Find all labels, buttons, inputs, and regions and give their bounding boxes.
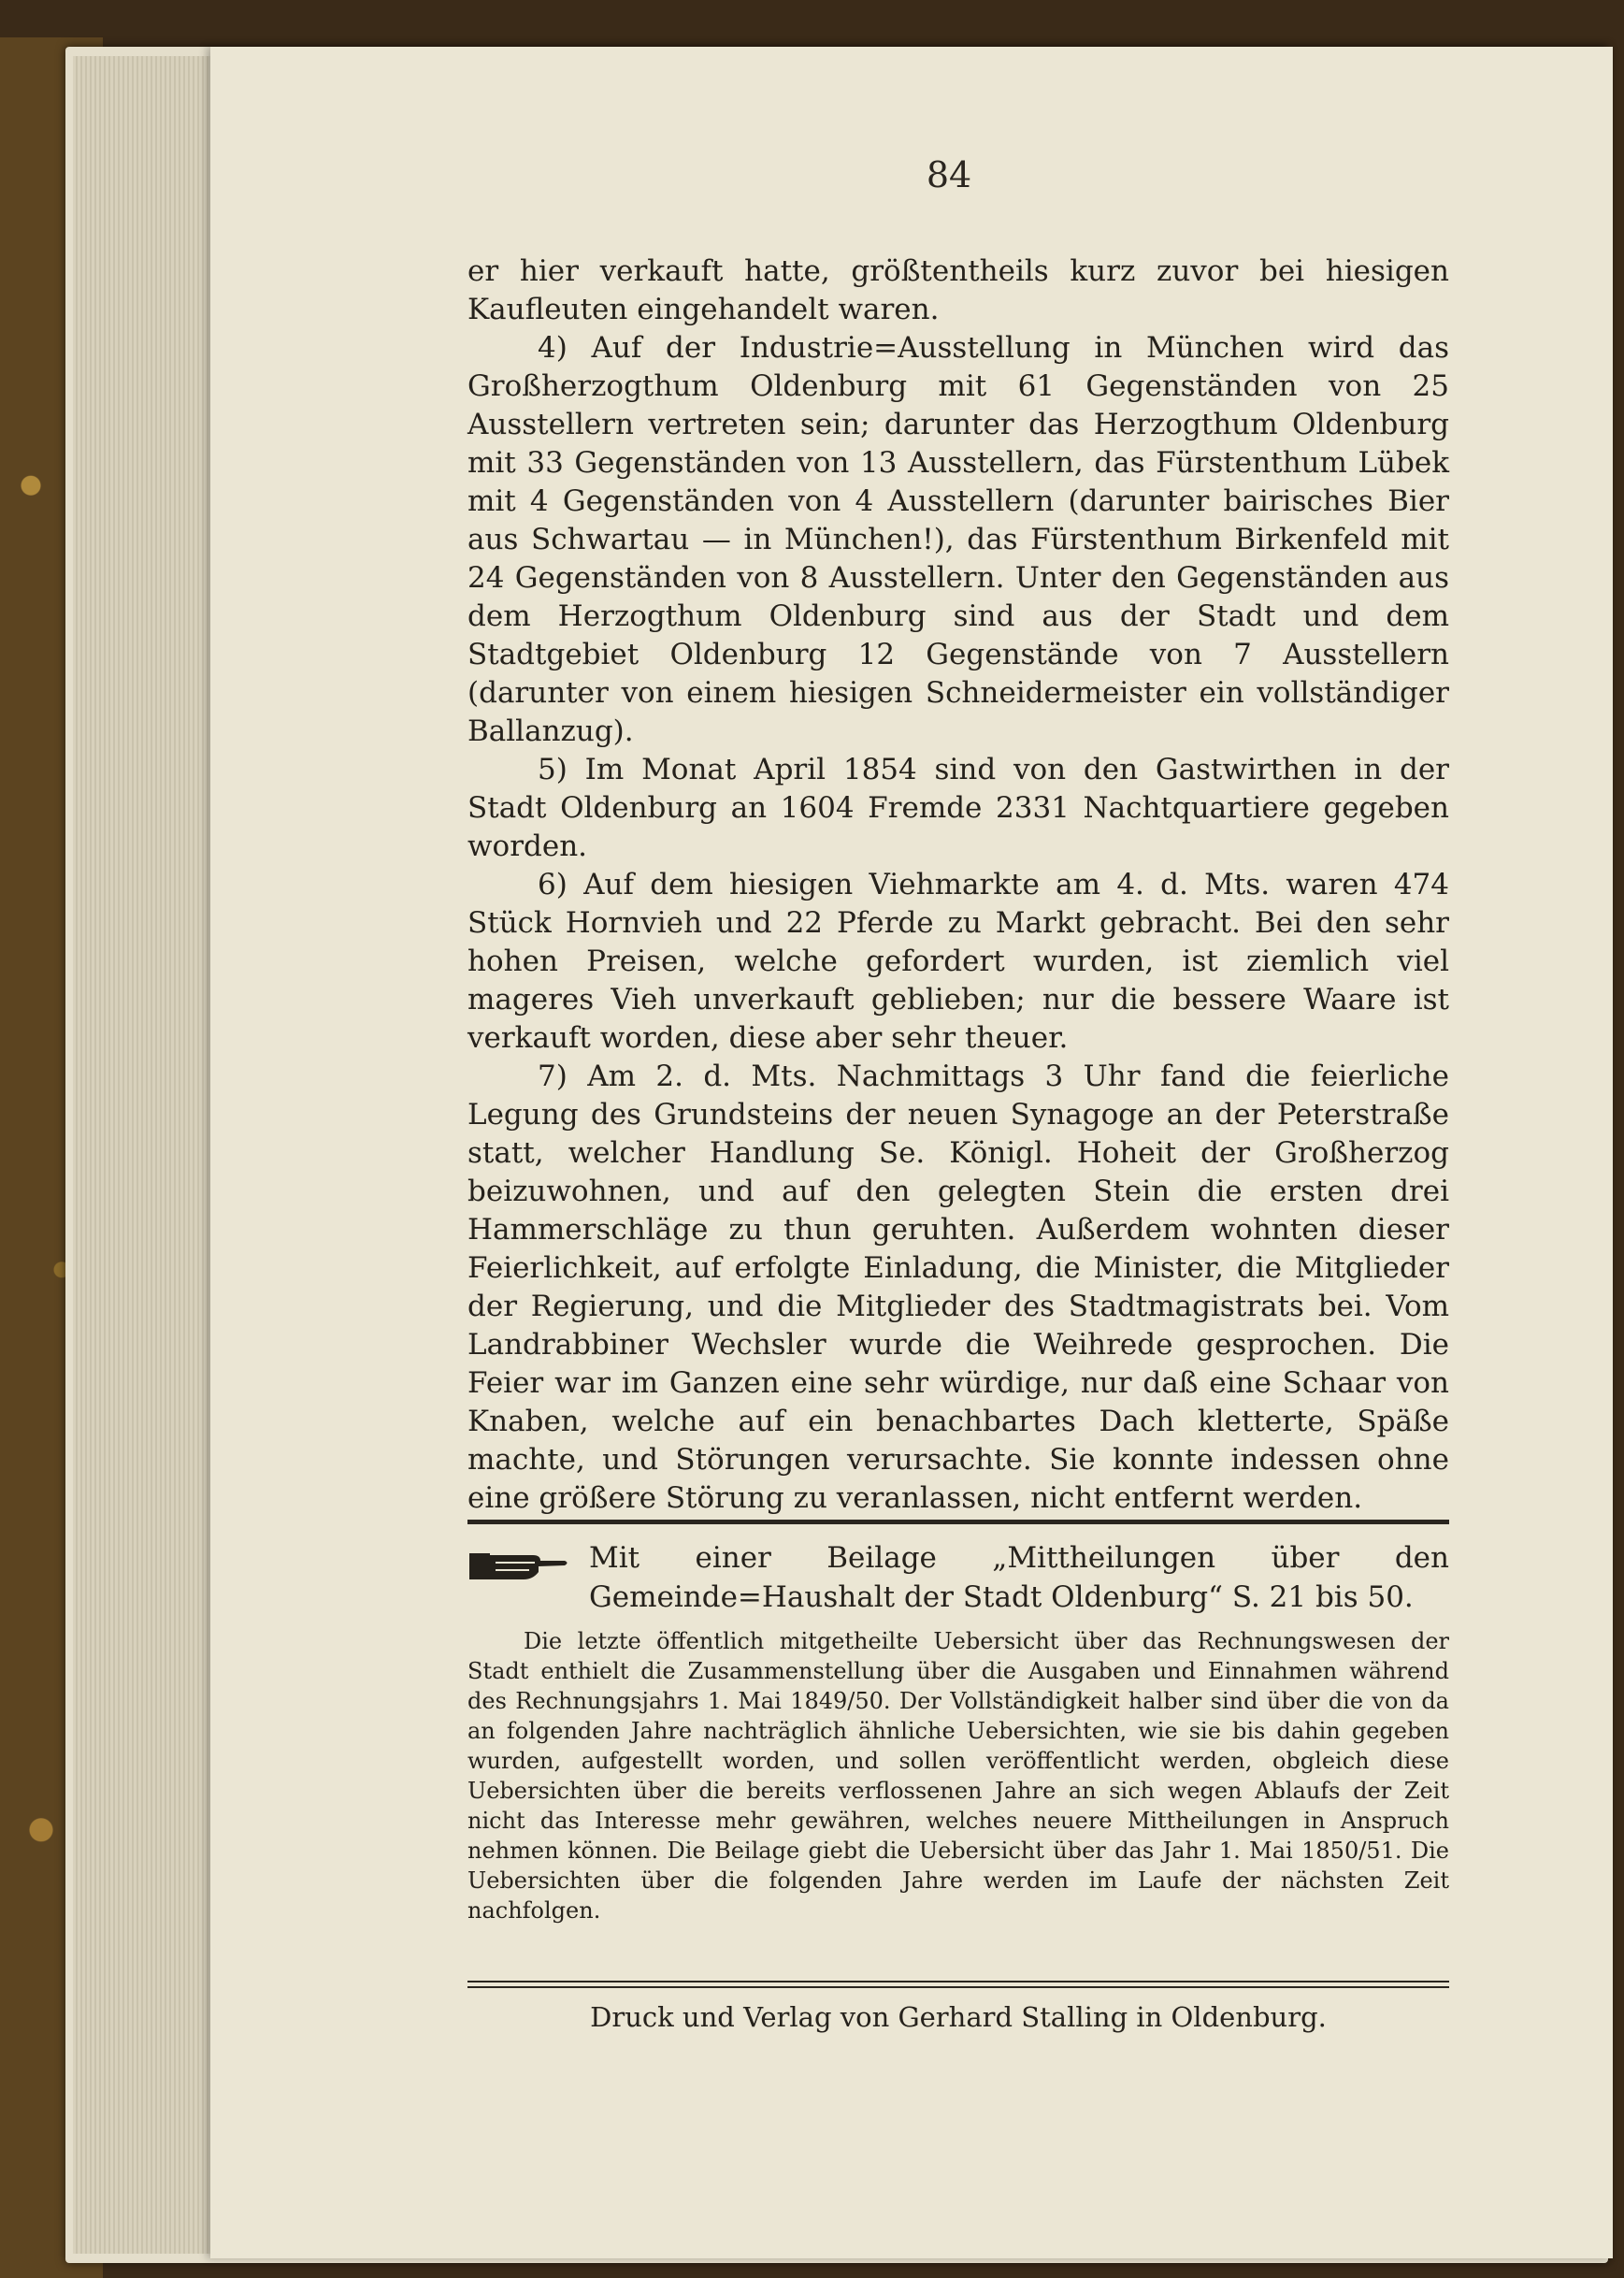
page-number: 84: [926, 154, 972, 195]
notice-body: [467, 1626, 1449, 1925]
imprint: Druck und Verlag von Gerhard Stalling in Oldenburg.: [590, 2001, 1327, 2033]
page-edges: [73, 56, 223, 2254]
paragraph-item-4: 4) Auf der Industrie=Ausstellung in München wird das Großherzogthum Oldenburg mit 61 Gegenständen von 25 Ausstellern vertreten sein; darunter das Herzogthum Oldenburg mit 33 Gegenständen von 13 Ausstellern, das Fürstenthum Lübek mit 4 Gegenständen von 4 Ausstellern (darunter bairisches Bier aus Schwartau — in München!), das Fürstenthum Birkenfeld mit 24 Gegenständen von 8 Ausstellern. Unter den Gegenständen aus dem Herzogthum Oldenburg sind aus der Stadt und dem Stadtgebiet Oldenburg 12 Gegenstände von 7 Ausstellern (darunter von einem hiesigen Schneidermeister ein vollständiger Ballanzug).: [467, 331, 1449, 748]
paragraph-continuation: er hier verkauft hatte, größtentheils kurz zuvor bei hiesigen Kaufleuten eingehandelt waren.: [467, 254, 1449, 326]
imprint-rule: [467, 1981, 1449, 1988]
pointing-hand-icon: [467, 1544, 570, 1587]
paragraph-item-6: 6) Auf dem hiesigen Viehmarkte am 4. d. Mts. waren 474 Stück Hornvieh und 22 Pferde zu Markt gebracht. Bei den sehr hohen Preisen, welche gefordert wurden, ist ziemlich viel mageres Vieh unverkauft geblieben; nur die bessere Waare ist verkauft worden, diese aber sehr theuer.: [467, 868, 1449, 1055]
notice-heading: Mit einer Beilage „Mittheilungen über den Gemeinde=Haushalt der Stadt Oldenburg“ S. 21 bis 50.: [589, 1541, 1449, 1614]
paragraph-item-5: 5) Im Monat April 1854 sind von den Gastwirthen in der Stadt Oldenburg an 1604 Fremde 2331 Nachtquartiere gegeben worden.: [467, 753, 1449, 863]
supplement-notice: [467, 1538, 1449, 1925]
notice-paragraph: Die letzte öffentlich mitgetheilte Uebersicht über das Rechnungswesen der Stadt enthielt die Zusammenstellung über die Ausgaben und Einnahmen während des Rechnungsjahrs 1. Mai 1849/50. Der Vollständigkeit halber sind über die von da an folgenden Jahre nachträglich ähnliche Uebersichten, wie sie bis dahin gegeben wurden, aufgestellt worden, und sollen veröffentlicht werden, obgleich diese Uebersichten über die bereits verflossenen Jahre an sich wegen Ablaufs der Zeit nicht das Interesse mehr gewähren, welches neuere Mittheilungen in Anspruch nehmen können. Die Beilage giebt die Uebersicht über das Jahr 1. Mai 1850/51. Die Uebersichten über die folgenden Jahre werden im Laufe der nächsten Zeit nachfolgen.: [467, 1628, 1449, 1924]
section-rule: [467, 1520, 1449, 1524]
paragraph-item-7: 7) Am 2. d. Mts. Nachmittags 3 Uhr fand die feierliche Legung des Grundsteins der neuen Synagoge an der Peterstraße statt, welcher Handlung Se. Königl. Hoheit der Großherzog beizuwohnen, und auf den gelegten Stein die ersten drei Hammerschläge zu thun geruhten. Außerdem wohnten dieser Feierlichkeit, auf erfolgte Einladung, die Minister, die Mitglieder der Regierung, und die Mitglieder des Stadtmagistrats bei. Vom Landrabbiner Wechsler wurde die Weihrede gesprochen. Die Feier war im Ganzen eine sehr würdige, nur daß eine Schaar von Knaben, welche auf ein benachbartes Dach kletterte, Späße machte, und Störungen verursachte. Sie konnte indessen ohne eine größere Störung zu veranlassen, nicht entfernt werden.: [467, 1060, 1449, 1515]
main-text: [467, 252, 1449, 1518]
